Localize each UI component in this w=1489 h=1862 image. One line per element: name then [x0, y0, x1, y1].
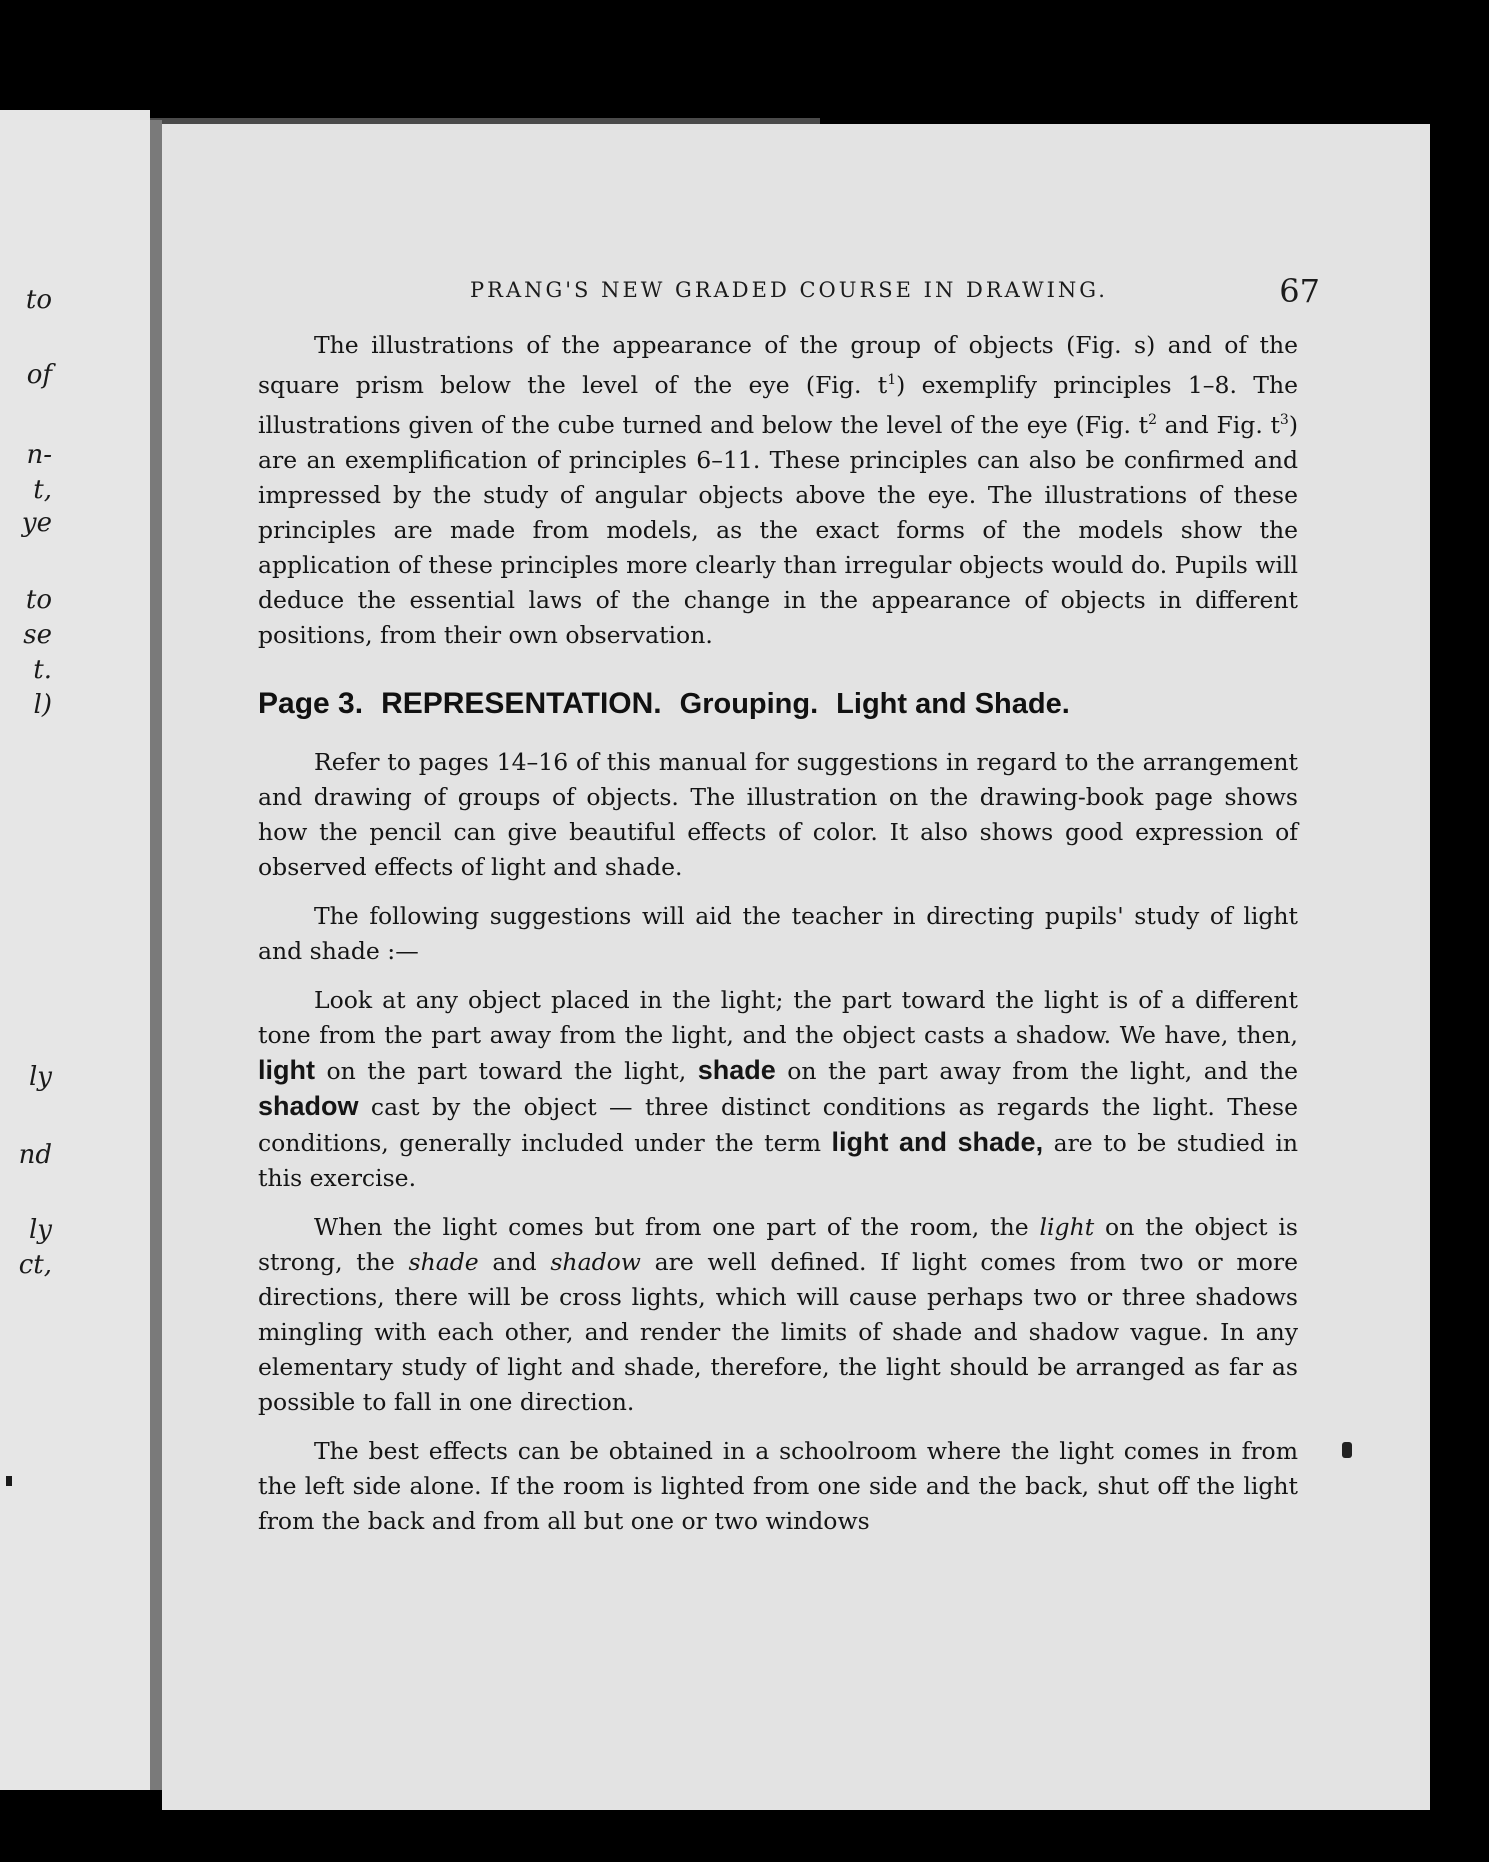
left-fragment: t, — [33, 475, 52, 505]
page-text-block — [258, 272, 1320, 1553]
heading-subtitle-light-shade: Light and Shade. — [836, 687, 1070, 720]
heading-subtitle-grouping: Grouping. — [679, 687, 819, 720]
term-shade-italic: shade — [408, 1247, 479, 1276]
left-fragment: to — [25, 585, 52, 615]
paragraph-look — [258, 983, 1298, 1196]
text-run: ) exemplify principles 1–8. The illustrations given of the cube turned and below the level of the eye (Fig. t — [258, 370, 1299, 439]
superscript: 3 — [1279, 411, 1289, 428]
ink-mark — [1342, 1442, 1352, 1458]
text-run: on the part away from the light, and the — [775, 1056, 1298, 1085]
heading-page-label: Page 3. — [258, 686, 364, 720]
left-fragment: t. — [33, 655, 52, 685]
left-fragment: to — [25, 285, 52, 315]
left-fragment: n- — [26, 440, 52, 470]
section-heading — [258, 683, 1298, 725]
ink-mark — [6, 1476, 12, 1486]
term-light: light — [258, 1054, 315, 1085]
term-shadow: shadow — [258, 1090, 359, 1121]
text-run: are well defined. If light comes from two or more directions, there will be cross lights, which will cause perhaps two or three shadows mingling with each other, and render the limits of shade and shadow vague. In any elementary study of light and shade, therefore, the light should be arranged as far as possible to fall in one direction. — [258, 1247, 1298, 1416]
left-fragment: l) — [33, 690, 52, 720]
text-run: are to be studied in this exercise. — [258, 1128, 1299, 1192]
text-run: and — [478, 1247, 551, 1276]
term-light-and-shade: light and shade, — [831, 1126, 1044, 1157]
paragraph-suggestions: The following suggestions will aid the teacher in directing pupils' study of light and shade :— — [258, 901, 1298, 965]
left-facing-page — [0, 110, 150, 1790]
superscript: 2 — [1148, 411, 1157, 428]
running-head — [258, 272, 1320, 316]
paragraph-illustrations — [258, 328, 1298, 653]
book-spine — [150, 120, 162, 1790]
paragraph-refer: Refer to pages 14–16 of this manual for suggestions in regard to the arrangement and drawing of groups of objects. The illustration on the drawing-book page shows how the pencil can give beautiful effects of color. It also shows good expression of observed effects of light and shade. — [258, 747, 1298, 881]
left-fragment: se — [23, 620, 52, 650]
page-number: 67 — [1279, 272, 1320, 310]
text-run: When the light comes but from one part of the room, the — [314, 1212, 1040, 1241]
paragraph-best-effects: The best effects can be obtained in a schoolroom where the light comes in from the left side alone. If the room is lighted from one side and the back, shut off the light from the back and from all but one or two windows — [258, 1436, 1298, 1535]
text-run: cast by the object — three distinct conditions as regards the light. These conditions, generally included under the term — [258, 1092, 1298, 1157]
heading-title: REPRESENTATION. — [381, 686, 662, 720]
term-shade: shade — [697, 1054, 776, 1085]
running-head-title: PRANG'S NEW GRADED COURSE IN DRAWING. — [470, 278, 1108, 302]
term-shadow-italic: shadow — [550, 1247, 641, 1276]
text-run: on the part toward the light, — [314, 1056, 698, 1085]
superscript: 1 — [887, 372, 897, 388]
text-run: The illustrations of the appearance of the group of objects (Fig. s) and of the square prism below the level of the eye (Fig. t — [258, 331, 1298, 399]
left-fragment: of — [26, 360, 52, 390]
book-page — [162, 124, 1430, 1810]
text-run: and Fig. t — [1156, 410, 1280, 439]
paragraph-when — [258, 1210, 1298, 1420]
left-fragment: ct, — [18, 1250, 52, 1280]
text-run: ) are an exemplification of principles 6–11. These principles can also be confirmed and impressed by the study of angular objects above the eye. The illustrations of these principles are made from models, as the exact forms of the models show the application of these principles more clearly than irregular objects would do. Pupils will deduce the essential laws of the change in the appearance of objects in different positions, from their own observation. — [258, 410, 1298, 649]
left-fragment: nd — [18, 1140, 52, 1170]
left-fragment: ye — [21, 508, 52, 538]
text-run: Look at any object placed in the light; the part toward the light is of a different tone from the part away from the light, and the object casts a shadow. We have, then, — [258, 985, 1298, 1049]
left-page-text-fragments — [0, 110, 60, 1790]
term-light-italic: light — [1039, 1212, 1095, 1241]
text-run: on the object is strong, the — [258, 1212, 1298, 1276]
left-fragment: ly — [28, 1215, 52, 1245]
left-fragment: ly — [28, 1062, 52, 1092]
